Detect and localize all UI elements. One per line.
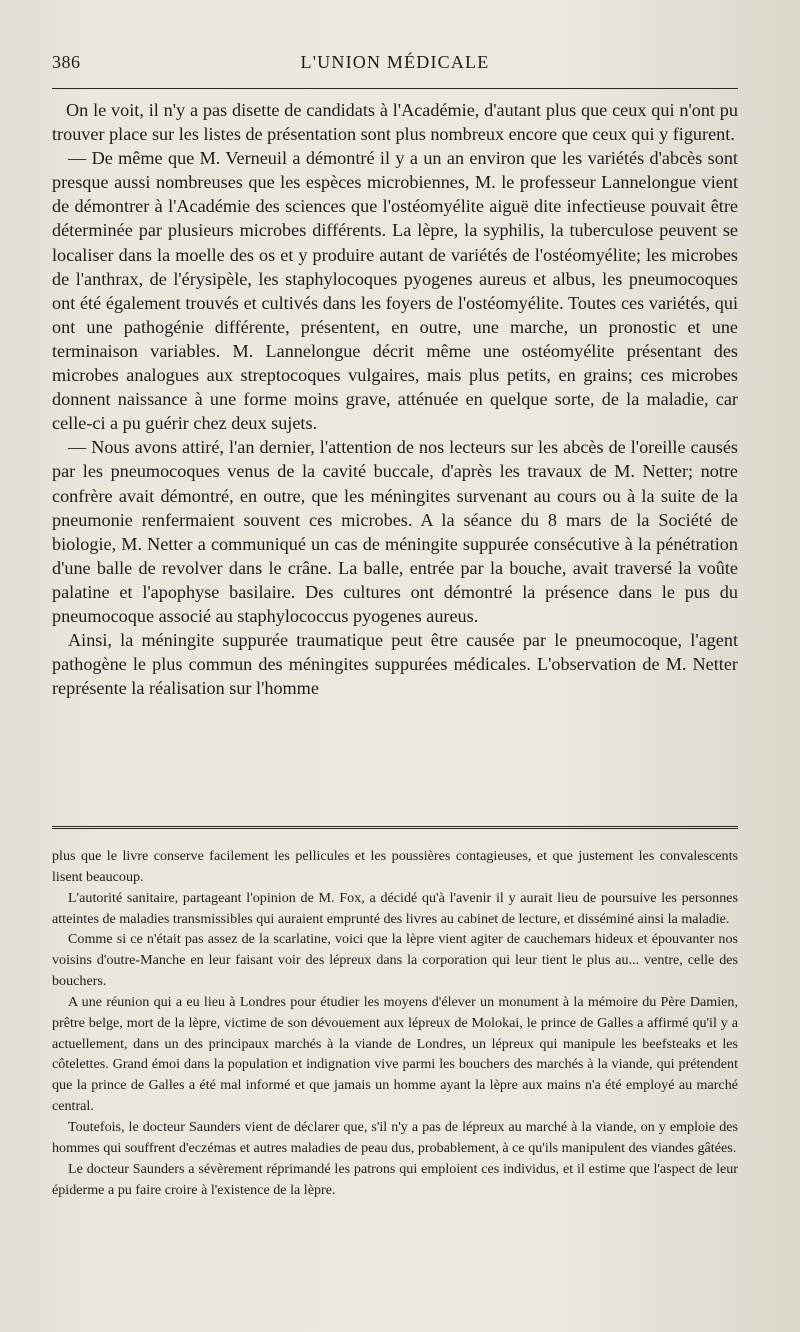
feuilleton-paragraph-5: Toutefois, le docteur Saunders vient de déclarer que, s'il n'y a pas de lépreux au marché à la viande, on y emploie des hommes qui souffrent d'eczémas et autres maladies de peau dus, probablement, à ce qu'ils manipulent des viandes gâtées.	[52, 1118, 738, 1156]
feuilleton-separator-thick	[52, 826, 738, 829]
main-article	[52, 98, 738, 700]
feuilleton-paragraph-6: Le docteur Saunders a sévèrement réprimandé les patrons qui emploient ces individus, et il estime que l'aspect de leur épiderme a pu faire croire à l'existence de la lèpre.	[52, 1160, 738, 1198]
running-title: L'UNION MÉDICALE	[300, 52, 490, 72]
feuilleton-paragraph-1: plus que le livre conserve facilement les pellicules et les poussières contagieuses, et que justement les convalescents lisent beaucoup.	[52, 848, 738, 885]
header-rule	[52, 88, 738, 89]
feuilleton-paragraph-2: L'autorité sanitaire, partageant l'opinion de M. Fox, a décidé qu'à l'avenir il y aurait lieu de poursuive les personnes atteintes de maladies transmissibles qui auraient emprunté des livres au cabinet de lecture, et disséminé ainsi la maladie.	[52, 889, 738, 927]
main-paragraph-2: — De même que M. Verneuil a démontré il y a un an environ que les variétés d'abcès sont presque aussi nombreuses que les espèces microbiennes, M. le professeur Lannelongue vient de démontrer à l'Académie des sciences que l'ostéomyélite aiguë dite infectieuse pouvait être déterminée par plusieurs microbes différents. La lèpre, la syphilis, la tuberculose peuvent se localiser dans la moelle des os et y produire autant de variétés de l'ostéomyélite; les microbes de l'anthrax, de l'érysipèle, les staphylocoques pyogenes aureus et albus, les pneumocoques ont été également trouvés et cultivés dans les foyers de l'ostéomyélite. Toutes ces variétés, qui ont une pathogénie différente, présentent, en outre, une marche, un pronostic et une terminaison variables. M. Lannelongue décrit même une ostéomyélite présentant des microbes analogues aux streptocoques vulgaires, mais plus petits, en grains; ces microbes donnent naissance à une forme moins grave, atténuée en quelque sorte, de la maladie, car celle-ci a pu guérir chez deux sujets.	[52, 148, 738, 434]
feuilleton-column	[52, 846, 738, 1200]
page-header	[52, 52, 738, 80]
page-number: 386	[52, 52, 81, 72]
main-paragraph-4: Ainsi, la méningite suppurée traumatique peut être causée par le pneumocoque, l'agent pathogène le plus commun des méningites suppurées médicales. L'observation de M. Netter représente la réalisation sur l'homme	[52, 630, 738, 699]
main-paragraph-3: — Nous avons attiré, l'an dernier, l'attention de nos lecteurs sur les abcès de l'oreille causés par les pneumocoques venus de la cavité buccale, d'après les travaux de M. Netter; notre confrère avait démontré, en outre, que les méningites survenant au cours ou à la suite de la pneumonie renfermaient souvent ces microbes. A la séance du 8 mars de la Société de biologie, M. Netter a communiqué un cas de méningite suppurée consécutive à la pénétration d'une balle de revolver dans le crâne. La balle, entrée par la bouche, avait traversé la voûte palatine et l'apophyse basilaire. Des cultures ont démontré la présence dans le pus du pneumocoque associé au staphylococcus pyogenes aureus.	[52, 437, 738, 626]
feuilleton-paragraph-3: Comme si ce n'était pas assez de la scarlatine, voici que la lèpre vient agiter de cauchemars hideux et épouvanter nos voisins d'outre-Manche en leur faisant voir des lépreux dans la corporation qui leur tient le plus au... ventre, celle des bouchers.	[52, 931, 738, 990]
feuilleton-paragraph-4: A une réunion qui a eu lieu à Londres pour étudier les moyens d'élever un monument à la mémoire du Père Damien, prêtre belge, mort de la lèpre, victime de son dévouement aux lépreux de Molokai, le prince de Galles a affirmé qu'il y a actuellement, dans un des principaux marchés à la viande de Londres, un lépreux qui manipule les beefsteaks et les côtelettes. Grand émoi dans la population et indignation vive parmi les bouchers des marchés à la viande, qui prétendent que la prince de Galles a été mal informé et que jamais un homme ayant la lèpre aux mains n'a été employé au marché central.	[52, 993, 738, 1115]
main-paragraph-1: On le voit, il n'y a pas disette de candidats à l'Académie, d'autant plus que ceux qui n'ont pu trouver place sur les listes de présentation sont plus nombreux encore que ceux qui y figurent.	[52, 100, 738, 145]
